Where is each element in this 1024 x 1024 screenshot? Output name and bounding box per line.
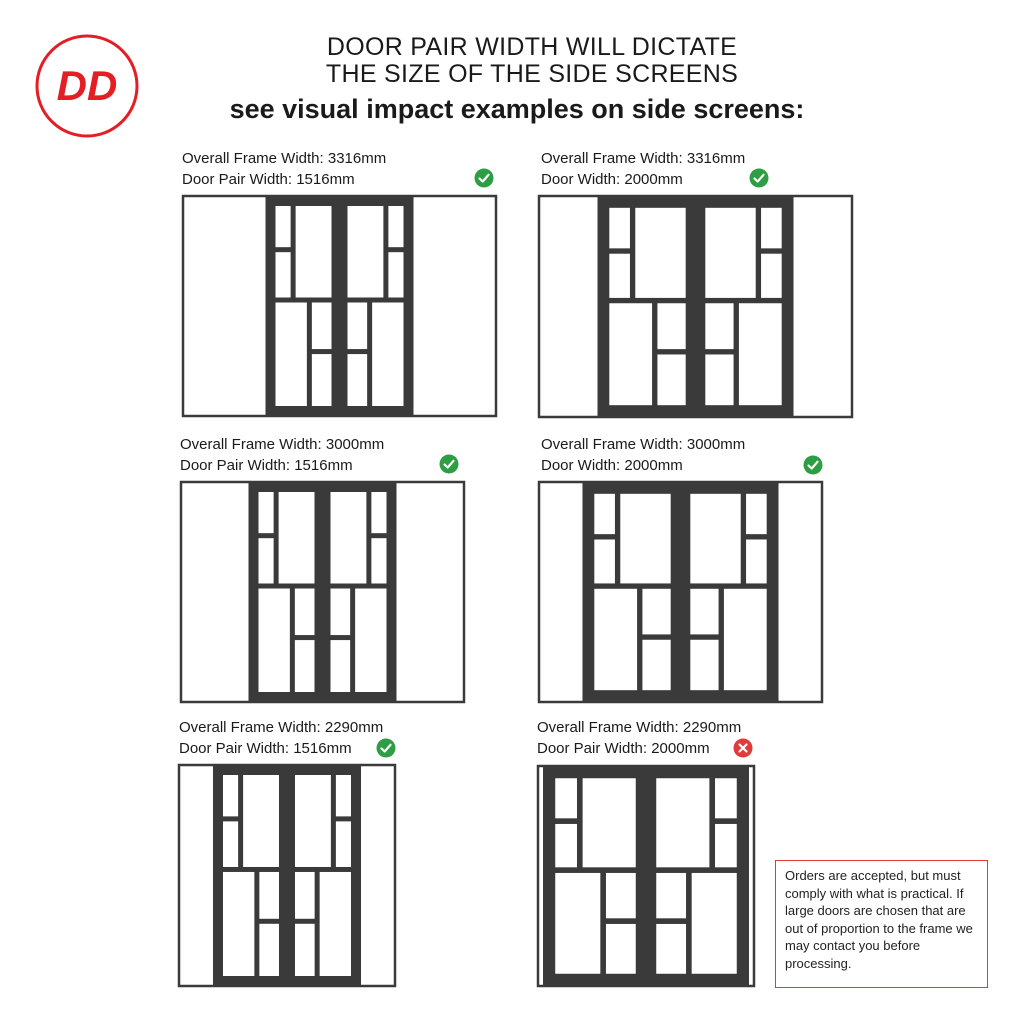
example-3-left-glass-pane bbox=[279, 492, 315, 584]
example-2-left-glass-pane bbox=[609, 208, 630, 249]
example-6-left-glass-pane bbox=[583, 778, 636, 867]
example-2-left-glass-pane bbox=[609, 254, 630, 298]
example-1-side-screen-left bbox=[185, 198, 264, 414]
green-check-icon bbox=[439, 454, 459, 474]
example-5-side-screen-right bbox=[363, 767, 393, 984]
example-3-right-glass-pane bbox=[331, 492, 367, 584]
example-6-left-glass-pane bbox=[606, 873, 636, 918]
example-2-frame-width: Overall Frame Width: 3316mm bbox=[541, 150, 746, 167]
example-3-right-glass-pane bbox=[331, 589, 351, 636]
example-4-left-glass-pane bbox=[594, 494, 615, 534]
example-3-left-glass-pane bbox=[295, 589, 315, 636]
green-check-icon bbox=[376, 738, 396, 758]
example-5-frame-width: Overall Frame Width: 2290mm bbox=[179, 719, 384, 736]
example-4-right-glass-pane bbox=[690, 640, 718, 690]
example-2-side-screen-right bbox=[796, 198, 851, 415]
example-5-right-glass-pane bbox=[295, 872, 315, 919]
example-2-left-glass-pane bbox=[657, 354, 685, 405]
example-4-side-screen-right bbox=[781, 484, 821, 700]
example-5-side-screen-left bbox=[181, 767, 211, 984]
example-4-left-glass-pane bbox=[594, 539, 615, 583]
example-5-right-glass-pane bbox=[336, 775, 351, 816]
example-3-right-glass-pane bbox=[355, 589, 386, 693]
example-2-right-glass-pane bbox=[705, 303, 733, 349]
example-4-left-glass-pane bbox=[642, 589, 670, 635]
example-3-left-glass-pane bbox=[295, 640, 315, 692]
headline-line-2: THE SIZE OF THE SIDE SCREENS bbox=[325, 60, 739, 88]
example-6-side-screen-right bbox=[751, 768, 752, 984]
example-3-side-screen-left bbox=[183, 484, 247, 700]
headline-line-1: DOOR PAIR WIDTH WILL DICTATE bbox=[326, 33, 738, 61]
example-4-left-glass-pane bbox=[642, 640, 670, 690]
example-1-left-glass-pane bbox=[276, 252, 291, 297]
example-5-door-width: Door Pair Width: 1516mm bbox=[179, 740, 352, 757]
example-4-right-glass-pane bbox=[724, 589, 767, 690]
example-3-frame-width: Overall Frame Width: 3000mm bbox=[180, 436, 385, 453]
example-5-right-glass-pane bbox=[295, 924, 315, 976]
example-2-right-glass-pane bbox=[761, 208, 782, 249]
example-5-left-glass-pane bbox=[243, 775, 279, 867]
example-1-left-glass-pane bbox=[312, 354, 332, 406]
example-2-door-width: Door Width: 2000mm bbox=[541, 171, 683, 188]
example-4-right-glass-pane bbox=[746, 494, 767, 534]
example-6-right-glass-pane bbox=[656, 924, 686, 974]
example-5-left-glass-pane bbox=[259, 924, 279, 976]
example-1-door-width: Door Pair Width: 1516mm bbox=[182, 171, 355, 188]
example-4-left-glass-pane bbox=[594, 589, 637, 690]
example-6-frame-width: Overall Frame Width: 2290mm bbox=[537, 719, 742, 736]
red-cross-icon bbox=[733, 738, 753, 758]
example-1-left-glass-pane bbox=[276, 206, 291, 247]
example-2-right-glass-pane bbox=[761, 254, 782, 298]
example-4-right-glass-pane bbox=[690, 589, 718, 635]
example-5-left-glass-pane bbox=[259, 872, 279, 919]
example-6-left-glass-pane bbox=[606, 924, 636, 974]
example-1-frame-width: Overall Frame Width: 3316mm bbox=[182, 150, 387, 167]
example-5-right-glass-pane bbox=[336, 821, 351, 867]
example-6-right-glass-pane bbox=[715, 824, 737, 867]
example-5-left-glass-pane bbox=[223, 872, 254, 976]
example-6-door-width: Door Pair Width: 2000mm bbox=[537, 740, 710, 757]
example-5-left-glass-pane bbox=[223, 821, 238, 867]
example-1-right-glass-pane bbox=[348, 354, 368, 406]
example-3-left-glass-pane bbox=[259, 589, 290, 693]
example-2-left-glass-pane bbox=[657, 303, 685, 349]
example-5-right-glass-pane bbox=[295, 775, 331, 867]
example-1-left-glass-pane bbox=[276, 303, 307, 407]
example-6-right-glass-pane bbox=[656, 873, 686, 918]
example-1-left-glass-pane bbox=[312, 303, 332, 350]
example-4-frame-width: Overall Frame Width: 3000mm bbox=[541, 436, 746, 453]
example-6-right-glass-pane bbox=[692, 873, 737, 974]
example-2-right-glass-pane bbox=[739, 303, 782, 405]
example-5-right-glass-pane bbox=[320, 872, 351, 976]
example-4-side-screen-left bbox=[541, 484, 581, 700]
example-6-left-glass-pane bbox=[555, 824, 577, 867]
example-3-door-width: Door Pair Width: 1516mm bbox=[180, 457, 353, 474]
green-check-icon bbox=[803, 455, 823, 475]
example-4-right-glass-pane bbox=[690, 494, 740, 584]
subtitle: see visual impact examples on side screens: bbox=[229, 94, 805, 124]
example-4-door-width: Door Width: 2000mm bbox=[541, 457, 683, 474]
example-6-right-glass-pane bbox=[656, 778, 709, 867]
example-6-side-screen-left bbox=[540, 768, 541, 984]
example-1-side-screen-right bbox=[416, 198, 495, 414]
example-1-right-glass-pane bbox=[388, 206, 403, 247]
example-2-side-screen-left bbox=[541, 198, 596, 415]
example-3-right-glass-pane bbox=[371, 538, 386, 583]
green-check-icon bbox=[749, 168, 769, 188]
example-6-left-glass-pane bbox=[555, 778, 577, 818]
example-2-left-glass-pane bbox=[635, 208, 685, 298]
example-3-right-glass-pane bbox=[331, 640, 351, 692]
example-6-right-glass-pane bbox=[715, 778, 737, 818]
logo-text: DD bbox=[56, 62, 118, 109]
example-2-right-glass-pane bbox=[705, 208, 755, 298]
example-1-right-glass-pane bbox=[348, 206, 384, 298]
green-check-icon bbox=[474, 168, 494, 188]
example-4-left-glass-pane bbox=[620, 494, 670, 584]
example-5-left-glass-pane bbox=[223, 775, 238, 816]
example-3-left-glass-pane bbox=[259, 538, 274, 583]
example-2-left-glass-pane bbox=[609, 303, 652, 405]
example-1-left-glass-pane bbox=[296, 206, 332, 298]
example-3-left-glass-pane bbox=[259, 492, 274, 533]
example-4-right-glass-pane bbox=[746, 539, 767, 583]
example-1-right-glass-pane bbox=[372, 303, 403, 407]
example-1-right-glass-pane bbox=[388, 252, 403, 297]
example-6-left-glass-pane bbox=[555, 873, 600, 974]
proportion-note: Orders are accepted, but must comply with what is practical. If large doors are chosen that are out of proportion to the frame we may contact you before processing. bbox=[775, 860, 988, 988]
example-3-side-screen-right bbox=[399, 484, 463, 700]
example-1-right-glass-pane bbox=[348, 303, 368, 350]
example-2-right-glass-pane bbox=[705, 354, 733, 405]
example-3-right-glass-pane bbox=[371, 492, 386, 533]
